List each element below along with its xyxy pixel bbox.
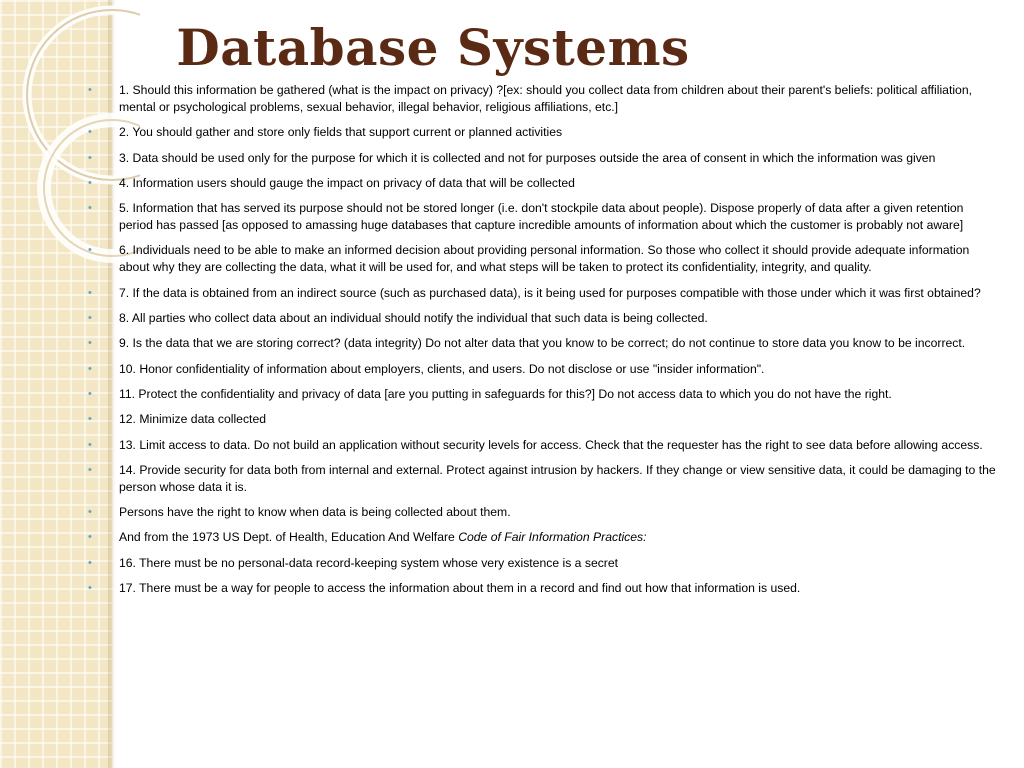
list-item [88, 504, 1000, 521]
list-item [88, 437, 1000, 454]
bullet-icon: • [88, 582, 92, 595]
bullet-icon: • [88, 438, 92, 451]
list-item [88, 411, 1000, 428]
bullet-icon: • [88, 387, 92, 400]
list-item [88, 285, 1000, 302]
bullet-icon: • [88, 244, 92, 257]
list-item-text: Persons have the right to know when data is being collected about them. [119, 505, 511, 520]
list-item [88, 200, 1000, 234]
list-item-text: 1. Should this information be gathered (what is the impact on privacy) ?[ex: should you collect data from children about their parent's beliefs: political affiliation, mental or psychological problems, sexual behavior, illegal behavior, religious affiliations, etc.] [119, 83, 972, 114]
list-item [88, 555, 1000, 572]
list-item-text: 10. Honor confidentiality of information about employers, clients, and users. Do not disclose or use "insider information". [119, 361, 765, 376]
list-item [88, 124, 1000, 141]
bullet-list [88, 82, 1000, 605]
list-item-text: 13. Limit access to data. Do not build an application without security levels for access. Check that the requester has the right to see data before allowing access. [119, 437, 983, 452]
list-item-text: 16. There must be no personal-data record-keeping system whose very existence is a secret [119, 555, 619, 570]
list-item [88, 242, 1000, 276]
document-reference: Code of Fair Information Practices: [458, 530, 647, 545]
list-item-text: 6. Individuals need to be able to make an informed decision about providing personal information. So those who collect it should provide adequate information about why they are collecting the data, what it will be used for, and what steps will be taken to protect its confidentiality, integrity, and quality. [119, 243, 970, 275]
list-item [88, 150, 1000, 167]
list-item-text: 11. Protect the confidentiality and privacy of data [are you putting in safeguards for this?] Do not access data to which you do not have the right. [119, 386, 892, 401]
list-item [88, 386, 1000, 403]
bullet-icon: • [88, 463, 92, 476]
bullet-icon: • [88, 84, 92, 96]
bullet-icon: • [88, 506, 92, 519]
bullet-icon: • [88, 337, 92, 350]
list-item-text: 17. There must be a way for people to access the information about them in a record and find out how that information is used. [119, 581, 801, 596]
list-item [88, 82, 1000, 116]
list-item [88, 361, 1000, 378]
bullet-icon: • [88, 312, 92, 325]
list-item-text: 8. All parties who collect data about an individual should notify the individual that such data is being collected. [119, 311, 708, 326]
bullet-icon: • [88, 362, 92, 375]
list-item-text: 14. Provide security for data both from internal and external. Protect against intrusion by hackers. If they change or view sensitive data, it could be damaging to the person whose data it is. [119, 462, 996, 494]
list-item [88, 310, 1000, 327]
list-item-text: And from the 1973 US Dept. of Health, Education And Welfare [119, 530, 459, 545]
list-item-text: 2. You should gather and store only fields that support current or planned activities [119, 125, 563, 140]
list-item [88, 175, 1000, 192]
list-item-text: 9. Is the data that we are storing correct? (data integrity) Do not alter data that you know to be correct; do not continue to store data you know to be incorrect. [119, 336, 966, 351]
bullet-icon: • [88, 556, 92, 569]
bullet-icon: • [88, 151, 92, 164]
list-item [88, 529, 1000, 546]
bullet-icon: • [88, 286, 92, 299]
list-item-text: 12. Minimize data collected [119, 412, 266, 427]
bullet-icon: • [88, 531, 92, 544]
list-item-text: 4. Information users should gauge the impact on privacy of data that will be collected [119, 175, 575, 190]
bullet-icon: • [88, 413, 92, 426]
list-item [88, 580, 1000, 597]
list-item-text: 5. Information that has served its purpose should not be stored longer (i.e. don't stockpile data about people). Dispose properly of data after a given retention period has passed [as opposed to amassing huge databases that capture incredible amounts of information about which the customer is probably not aware] [119, 201, 964, 233]
bullet-icon: • [88, 176, 92, 189]
list-item [88, 335, 1000, 352]
slide-title: Database Systems [176, 18, 690, 77]
bullet-icon: • [88, 202, 92, 215]
list-item [88, 462, 1000, 496]
list-item-text: 3. Data should be used only for the purpose for which it is collected and not for purposes outside the area of consent in which the information was given [119, 150, 936, 165]
list-item-text: 7. If the data is obtained from an indirect source (such as purchased data), is it being used for purposes compatible with those under which it was first obtained? [119, 285, 981, 300]
bullet-icon: • [88, 126, 92, 139]
